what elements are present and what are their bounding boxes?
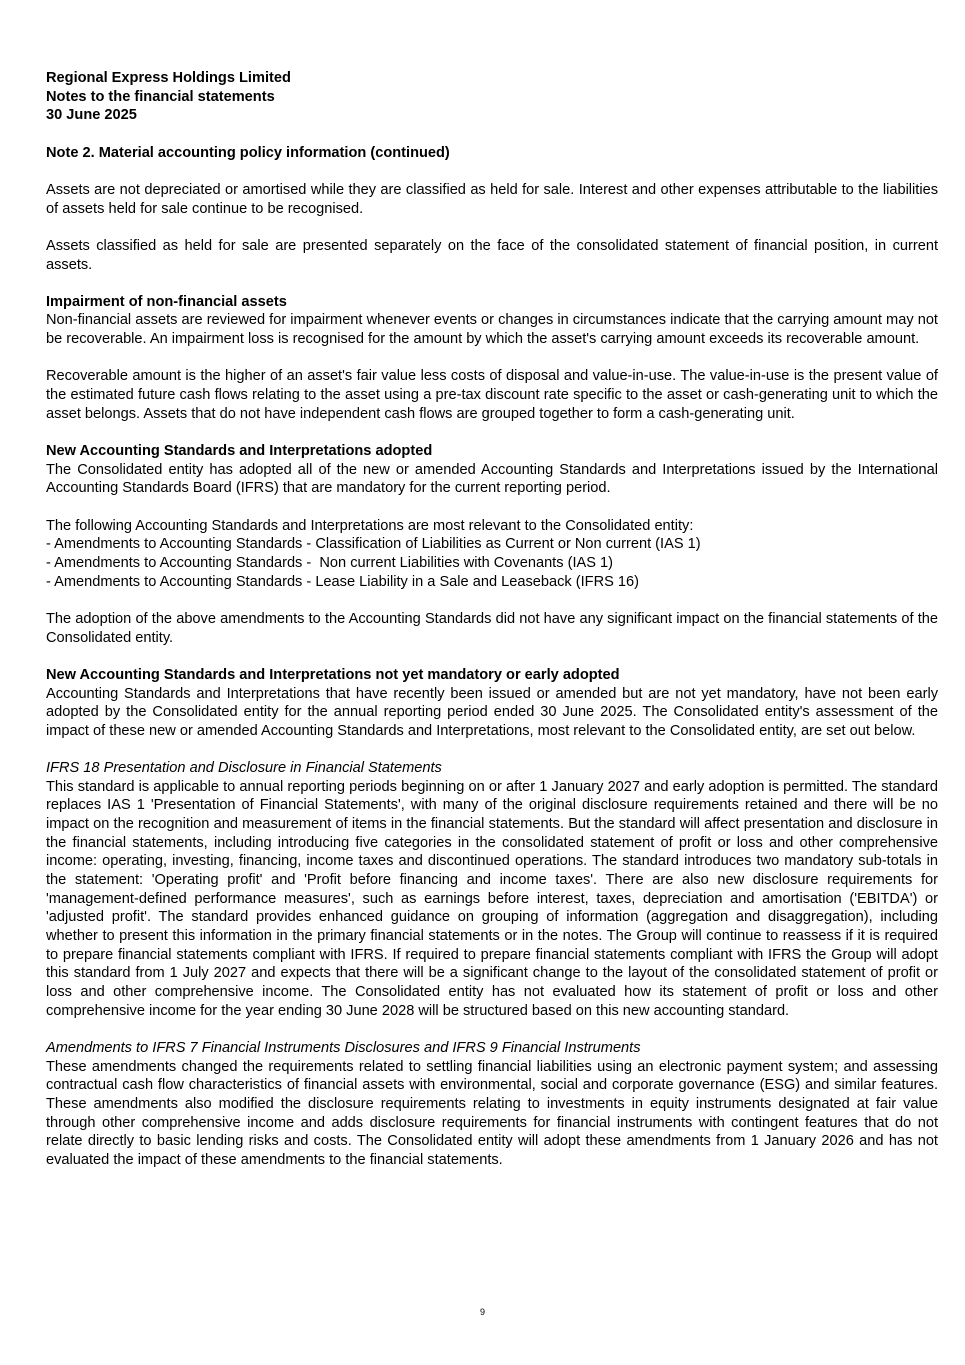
paragraph: The Consolidated entity has adopted all of the new or amended Accounting Standards and Interpretations issued by the International Accounting Standards Board (IFRS) that are mandatory for the current reporting period. [46, 461, 938, 497]
standards-list [46, 517, 938, 592]
paragraph: These amendments changed the requirements related to settling financial liabilities using an electronic payment system; and assessing contractual cash flow characteristics of financial assets with environmental, social and corporate governance (ESG) and similar features. These amendments also modified the disclosure requirements relating to investments in equity instruments designated at fair value through other comprehensive income and adds disclosure requirements for financial instruments with contingent features that do not relate directly to basic lending risks and costs. The Consolidated entity will adopt these amendments from 1 January 2026 and has not evaluated the impact of these amendments to the financial statements. [46, 1058, 938, 1168]
paragraph: Assets are not depreciated or amortised while they are classified as held for sale. Interest and other expenses attributable to the liabilities of assets held for sale continue to be recognised. [46, 181, 938, 217]
document-title: Notes to the financial statements [46, 88, 275, 105]
paragraph: The adoption of the above amendments to the Accounting Standards did not have any significant impact on the financial statements of the Consolidated entity. [46, 610, 938, 646]
section-heading: New Accounting Standards and Interpretations not yet mandatory or early adopted [46, 666, 620, 683]
section-impairment [46, 293, 938, 349]
section-heading: New Accounting Standards and Interpretations adopted [46, 443, 433, 460]
section-ifrs7 [46, 1039, 938, 1170]
paragraph: Accounting Standards and Interpretations that have recently been issued or amended but are not yet mandatory, have not been early adopted by the Consolidated entity for the annual reporting period ended 30 June 2025. The Consolidated entity's assessment of the impact of these new or amended Accounting Standards and Interpretations, most relevant to the Consolidated entity, are set out below. [46, 685, 938, 739]
section-heading: Impairment of non-financial assets [46, 293, 287, 310]
subsection-heading: IFRS 18 Presentation and Disclosure in Financial Statements [46, 760, 442, 777]
document-page [46, 69, 938, 1188]
note-title: Note 2. Material accounting policy information (continued) [46, 144, 450, 161]
section-not-yet-adopted [46, 666, 938, 741]
subsection-heading: Amendments to IFRS 7 Financial Instruments Disclosures and IFRS 9 Financial Instruments [46, 1039, 641, 1056]
page-number: 9 [479, 1307, 485, 1317]
list-intro: The following Accounting Standards and Interpretations are most relevant to the Consolidated entity: [46, 517, 694, 534]
paragraph: Non-financial assets are reviewed for impairment whenever events or changes in circumstances indicate that the carrying amount may not be recoverable. An impairment loss is recognised for the amount by which the asset's carrying amount exceeds its recoverable amount. [46, 312, 938, 348]
list-item: - Amendments to Accounting Standards - Non current Liabilities with Covenants (IAS 1) [46, 554, 614, 571]
document-date: 30 June 2025 [46, 107, 137, 124]
document-header [46, 69, 938, 125]
company-name: Regional Express Holdings Limited [46, 70, 291, 86]
paragraph: Assets classified as held for sale are presented separately on the face of the consolidated statement of financial position, in current assets. [46, 237, 938, 273]
paragraph: Recoverable amount is the higher of an asset's fair value less costs of disposal and value-in-use. The value-in-use is the present value of the estimated future cash flows relating to the asset using a pre-tax discount rate specific to the asset or cash-generating unit to which the asset belongs. Assets that do not have independent cash flows are grouped together to form a cash-generating unit. [46, 368, 938, 422]
paragraph: This standard is applicable to annual reporting periods beginning on or after 1 January 2027 and early adoption is permitted. The standard replaces IAS 1 'Presentation of Financial Statements', with many of the original disclosure requirements retained and there will be no impact on the recognition and measurement of items in the financial statements. But the standard will affect presentation and disclosure in the financial statements, including introducing five categories in the consolidated statement of profit or loss and other comprehensive income: operating, investing, financing, income taxes and discontinued operations. The standard introduces two mandatory sub-totals in the statement: 'Operating profit' and 'Profit before financing and income taxes'. There are also new disclosure requirements for 'management-defined performance measures', such as earnings before interest, taxes, depreciation and amortisation ('EBITDA') or 'adjusted profit'. The standard provides enhanced guidance on grouping of information (aggregation and disaggregation), including whether to present this information in the primary financial statements or in the notes. The Group will continue to reassess if it is required to prepare financial statements compliant with IFRS. If required to prepare financial statements compliant with IFRS the Group will adopt this standard from 1 July 2027 and expects that there will be a significant change to the layout of the consolidated statement of profit or loss and other comprehensive income. The Consolidated entity has not evaluated how its statement of profit or loss and other comprehensive income for the year ending 30 June 2028 will be structured based on this new accounting standard. [46, 778, 938, 1019]
section-ifrs18 [46, 759, 938, 1020]
list-item: - Amendments to Accounting Standards - Lease Liability in a Sale and Leaseback (IFRS 16) [46, 573, 640, 590]
section-adopted [46, 442, 938, 498]
list-item: - Amendments to Accounting Standards - Classification of Liabilities as Current or Non current (IAS 1) [46, 536, 701, 553]
